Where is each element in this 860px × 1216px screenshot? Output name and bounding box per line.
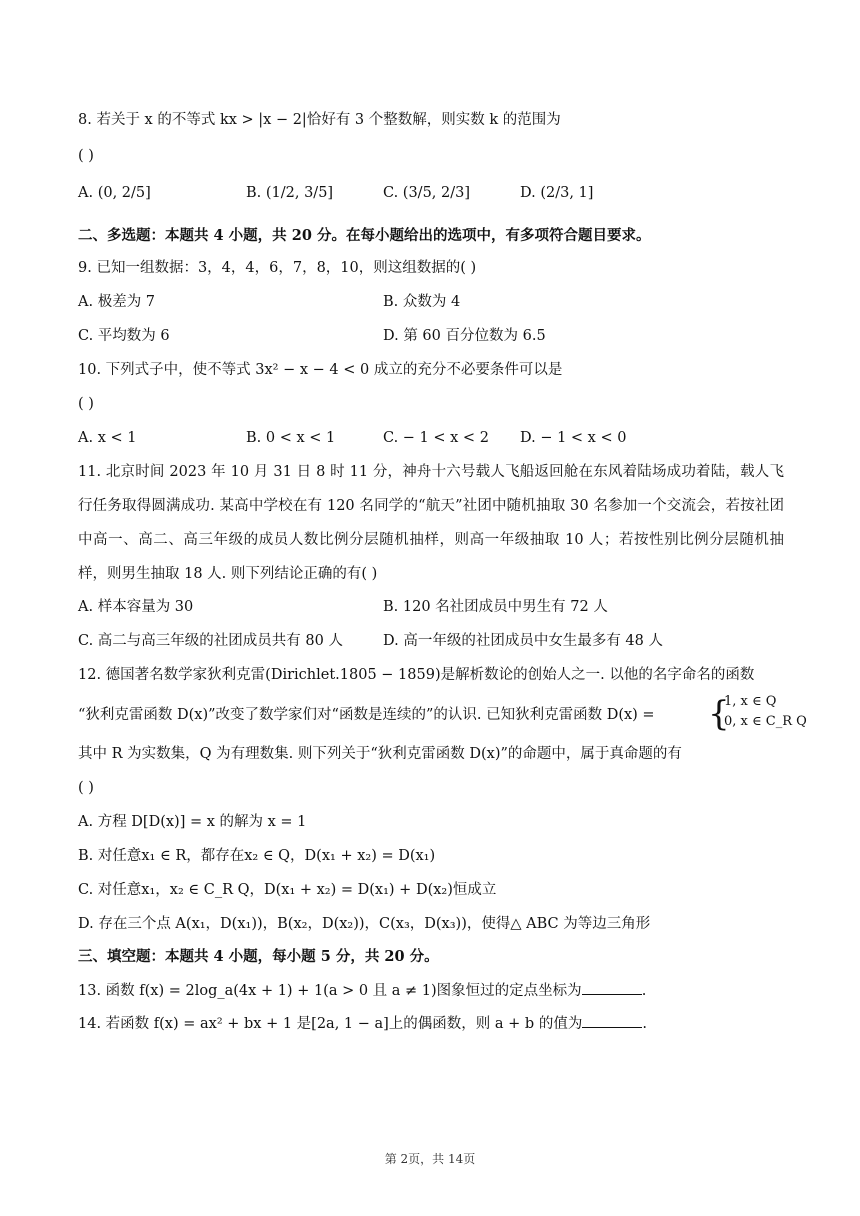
- section-3-heading: 三、填空题：本题共 4 小题，每小题 5 分，共 20 分。: [78, 948, 439, 965]
- q9-option-a: A. 极差为 7: [78, 294, 156, 310]
- q10-option-b: B. 0 < x < 1: [246, 430, 336, 446]
- q12-answer-paren: ( ): [78, 780, 94, 796]
- q12-option-c: C. 对任意x₁，x₂ ∈ C_R Q，D(x₁ + x₂) = D(x₁) + D(x₂)恒成立: [78, 882, 497, 898]
- q11-option-d: D. 高一年级的社团成员中女生最多有 48 人: [383, 633, 663, 649]
- q9-option-b: B. 众数为 4: [383, 294, 461, 310]
- q10-option-a: A. x < 1: [78, 430, 137, 446]
- q9-stem: 9. 已知一组数据：3，4，4，6，7，8，10，则这组数据的( ): [78, 260, 477, 276]
- q11-option-c: C. 高二与高三年级的社团成员共有 80 人: [78, 633, 343, 649]
- q12-piecewise-brace: {: [708, 694, 730, 734]
- q12-option-a: A. 方程 D[D(x)] = x 的解为 x = 1: [78, 814, 307, 830]
- q8-option-a: A. (0, 2/5]: [78, 185, 151, 201]
- q13: [78, 980, 646, 1002]
- q13-stem: 13. 函数 f(x) = 2log_a(4x + 1) + 1(a > 0 且 a ≠ 1)图象恒过的定点坐标为: [78, 983, 582, 999]
- q14-answer-blank[interactable]: [582, 1013, 642, 1028]
- q12-case-1: 1, x ∈ Q: [724, 694, 777, 709]
- q12-stem-line-3: 其中 R 为实数集，Q 为有理数集. 则下列关于“狄利克雷函数 D(x)”的命题中，属于真命题的有: [78, 746, 682, 762]
- q13-end: .: [641, 983, 647, 999]
- page-footer: 第 2页，共 14页: [384, 1152, 476, 1166]
- q8-option-c: C. (3/5, 2/3]: [383, 185, 470, 201]
- q8-option-d: D. (2/3, 1]: [520, 185, 594, 201]
- q14: [78, 1013, 647, 1035]
- q10-answer-paren: ( ): [78, 396, 94, 412]
- q14-end: .: [642, 1016, 647, 1032]
- q9-option-c: C. 平均数为 6: [78, 328, 170, 344]
- q12-case-2: 0, x ∈ C_R Q: [724, 714, 807, 729]
- q14-stem: 14. 若函数 f(x) = ax² + bx + 1 是[2a, 1 − a]上的偶函数，则 a + b 的值为: [78, 1016, 583, 1032]
- q8-answer-paren: ( ): [78, 148, 94, 164]
- q10-stem: 10. 下列式子中，使不等式 3x² − x − 4 < 0 成立的充分不必要条件可以是: [78, 362, 563, 378]
- q8-option-b: B. (1/2, 3/5]: [246, 185, 334, 201]
- q12-option-b: B. 对任意x₁ ∈ R，都存在x₂ ∈ Q，D(x₁ + x₂) = D(x₁): [78, 848, 436, 864]
- q10-option-d: D. − 1 < x < 0: [520, 430, 627, 446]
- q12-option-d: D. 存在三个点 A(x₁，D(x₁))，B(x₂，D(x₂))，C(x₃，D(x₃))，使得△ ABC 为等边三角形: [78, 916, 651, 932]
- q9-option-d: D. 第 60 百分位数为 6.5: [383, 328, 546, 344]
- q13-answer-blank[interactable]: [582, 980, 642, 995]
- q12-stem-line-1: 12. 德国著名数学家狄利克雷(Dirichlet.1805 − 1859)是解析数论的创始人之一. 以他的名字命名的函数: [78, 667, 755, 683]
- q11-stem: 11. 北京时间 2023 年 10 月 31 日 8 时 11 分，神舟十六号载人飞船返回舱在东风着陆场成功着陆，载人飞行任务取得圆满成功. 某高中学校在有 120 名同学的“航天”社团中随机抽取 30 名参加一个交流会，若按社团中高一、高二、高三年级的成员人数比例分层随机抽样，则高一年级抽取 10 人；若按性别比例分层随机抽样，则男生抽取 18 人. 则下列结论正确的有( ): [78, 464, 784, 582]
- q12-stem-line-2: “狄利克雷函数 D(x)”改变了数学家们对“函数是连续的”的认识. 已知狄利克雷函数 D(x) =: [78, 707, 655, 723]
- q11-option-b: B. 120 名社团成员中男生有 72 人: [383, 599, 608, 615]
- q10-option-c: C. − 1 < x < 2: [383, 430, 489, 446]
- section-2-heading: 二、多选题：本题共 4 小题，共 20 分。在每小题给出的选项中，有多项符合题目要求。: [78, 227, 651, 244]
- q8-stem: 8. 若关于 x 的不等式 kx > |x − 2|恰好有 3 个整数解，则实数 k 的范围为: [78, 112, 561, 128]
- q11-option-a: A. 样本容量为 30: [78, 599, 194, 615]
